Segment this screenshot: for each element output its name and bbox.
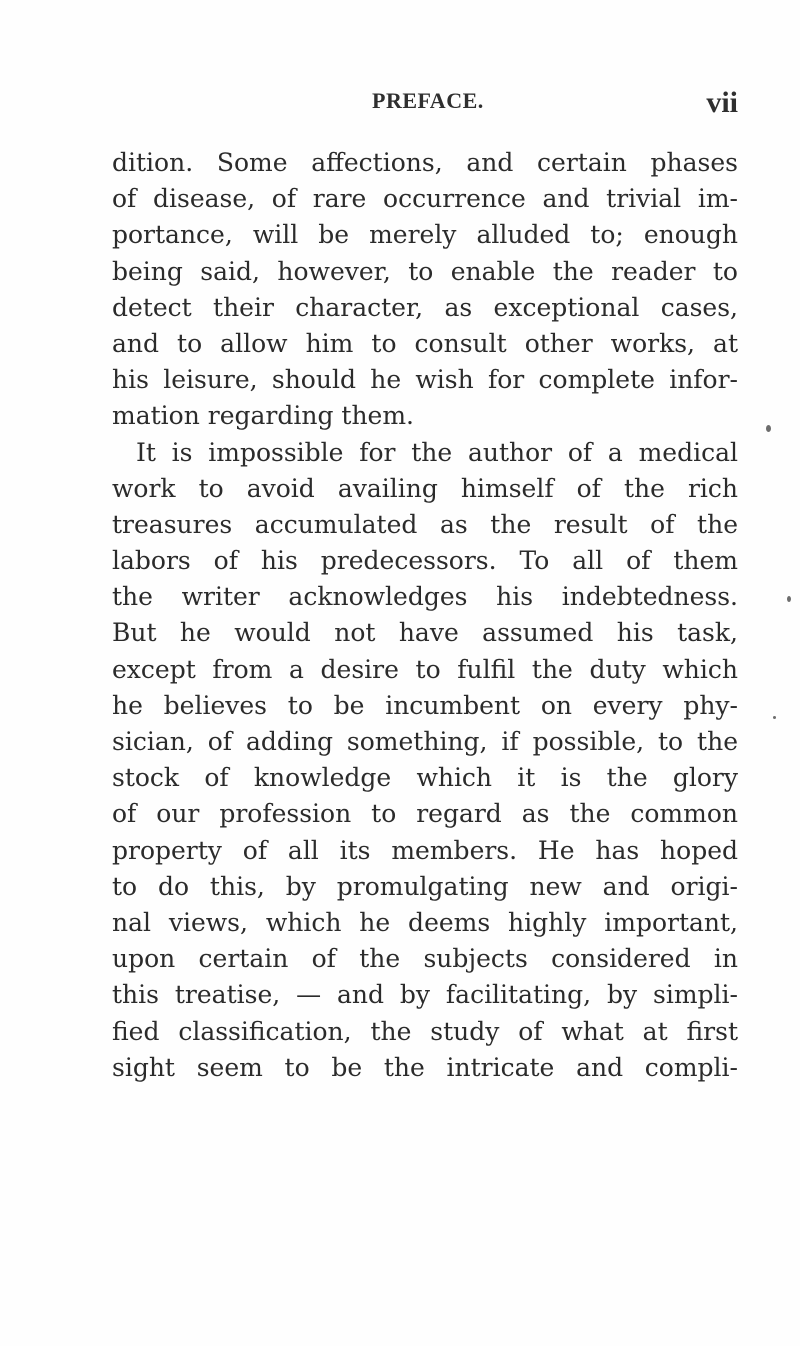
text-line: sician, of adding something, if possible, to the (112, 727, 738, 756)
text-line: portance, will be merely alluded to; enough (112, 220, 738, 250)
header-title: PREFACE. (372, 88, 484, 113)
running-head (112, 88, 738, 128)
text-line: property of all its members. He has hoped (112, 835, 738, 865)
text-line: upon certain of the subjects considered in (112, 944, 738, 974)
text-line: dition. Some affections, and certain phases (112, 148, 738, 177)
text-line: work to avoid availing himself of the rich (112, 473, 738, 503)
text-line: being said, however, to enable the reader to (112, 256, 738, 286)
text-line: of our profession to regard as the common (112, 799, 738, 829)
text-line: to do this, by promulgating new and origi- (112, 871, 738, 901)
paper-speck (766, 425, 771, 432)
text-line: this treatise, — and by facilitating, by simpli- (112, 980, 738, 1010)
text-line: sight seem to be the intricate and compli- (112, 1052, 738, 1082)
text-line: nal views, which he deems highly important, (112, 907, 738, 937)
preface-body (112, 145, 738, 1086)
text-line: labors of his predecessors. To all of them (112, 546, 738, 576)
text-line: and to allow him to consult other works, at (112, 328, 738, 358)
text-line: the writer acknowledges his indebtedness. (112, 582, 738, 612)
text-line: he believes to be incumbent on every phy- (112, 690, 738, 720)
text-line: except from a desire to fulfil the duty which (112, 654, 738, 684)
paper-speck (773, 716, 776, 719)
text-line: mation regarding them. (112, 401, 415, 431)
text-line: of disease, of rare occurrence and trivial im- (112, 184, 738, 214)
text-line: his leisure, should he wish for complete infor- (112, 365, 738, 395)
text-line: But he would not have assumed his task, (112, 618, 738, 648)
text-line: treasures accumulated as the result of the (112, 509, 738, 539)
text-line: detect their character, as exceptional cases, (112, 292, 738, 322)
text-line: fied classification, the study of what at first (112, 1016, 738, 1046)
paper-speck (787, 596, 791, 602)
text-line: stock of knowledge which it is the glory (112, 763, 738, 793)
text-line: It is impossible for the author of a medical (136, 437, 738, 467)
page-number: vii (706, 86, 738, 119)
